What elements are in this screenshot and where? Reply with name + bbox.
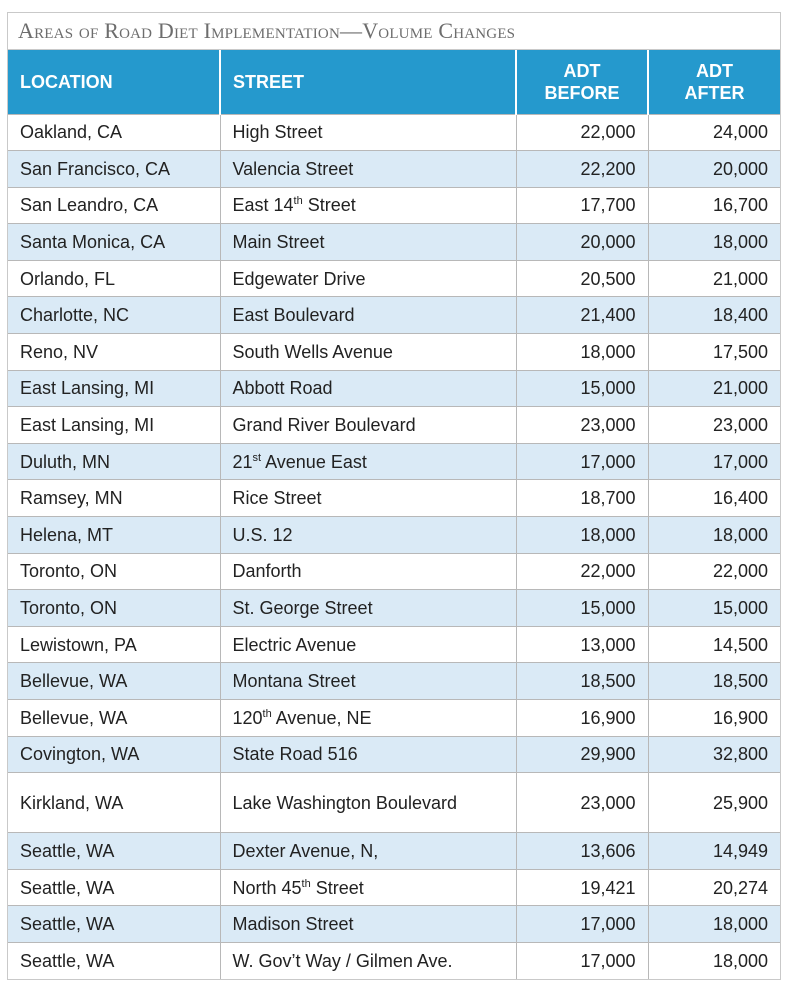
street-text-rest: Street xyxy=(302,195,356,216)
table-row xyxy=(8,443,780,480)
cell-adt-before: 18,000 xyxy=(516,517,648,554)
cell-adt-before: 13,606 xyxy=(516,833,648,870)
street-ordinal-suffix: st xyxy=(252,451,262,464)
street-ordinal-suffix: th xyxy=(293,195,303,208)
table-row xyxy=(8,663,780,700)
cell-adt-after: 18,000 xyxy=(648,224,780,261)
volume-changes-table xyxy=(8,50,780,979)
header-location: LOCATION xyxy=(8,50,220,114)
cell-street: South Wells Avenue xyxy=(220,334,516,371)
table-row xyxy=(8,590,780,627)
cell-adt-before: 17,700 xyxy=(516,187,648,224)
cell-location: Lewistown, PA xyxy=(8,626,220,663)
header-row xyxy=(8,50,780,114)
cell-street: Danforth xyxy=(220,553,516,590)
cell-adt-before: 21,400 xyxy=(516,297,648,334)
cell-adt-before: 13,000 xyxy=(516,626,648,663)
cell-location: East Lansing, MI xyxy=(8,370,220,407)
street-text-rest: Avenue East xyxy=(261,451,367,472)
cell-street: Valencia Street xyxy=(220,151,516,188)
cell-street: Rice Street xyxy=(220,480,516,517)
cell-location: Duluth, MN xyxy=(8,443,220,480)
cell-street: U.S. 12 xyxy=(220,517,516,554)
cell-location: Toronto, ON xyxy=(8,553,220,590)
cell-adt-before: 17,000 xyxy=(516,906,648,943)
cell-adt-after: 14,500 xyxy=(648,626,780,663)
table-row xyxy=(8,260,780,297)
cell-location: Charlotte, NC xyxy=(8,297,220,334)
cell-adt-after: 18,400 xyxy=(648,297,780,334)
table-row xyxy=(8,553,780,590)
table-row xyxy=(8,187,780,224)
cell-location: Kirkland, WA xyxy=(8,773,220,833)
street-ordinal-suffix: th xyxy=(262,707,272,720)
street-text: 120 xyxy=(232,707,263,728)
cell-adt-after: 18,000 xyxy=(648,942,780,979)
cell-location: Seattle, WA xyxy=(8,869,220,906)
cell-location: Oakland, CA xyxy=(8,114,220,151)
header-adt-before xyxy=(516,50,648,114)
cell-location: Seattle, WA xyxy=(8,833,220,870)
table-row xyxy=(8,114,780,151)
cell-location: Santa Monica, CA xyxy=(8,224,220,261)
volume-changes-table-panel xyxy=(7,12,781,980)
cell-adt-before: 20,000 xyxy=(516,224,648,261)
table-row xyxy=(8,334,780,371)
cell-location: Orlando, FL xyxy=(8,260,220,297)
cell-adt-before: 23,000 xyxy=(516,773,648,833)
cell-street: St. George Street xyxy=(220,590,516,627)
cell-street: Montana Street xyxy=(220,663,516,700)
cell-adt-before: 29,900 xyxy=(516,736,648,773)
cell-adt-before: 19,421 xyxy=(516,869,648,906)
cell-adt-before: 18,500 xyxy=(516,663,648,700)
cell-adt-before: 22,000 xyxy=(516,114,648,151)
cell-location: Seattle, WA xyxy=(8,942,220,979)
cell-adt-after: 18,500 xyxy=(648,663,780,700)
table-row xyxy=(8,480,780,517)
street-text: East 14 xyxy=(232,195,294,216)
cell-adt-after: 20,000 xyxy=(648,151,780,188)
cell-street: East Boulevard xyxy=(220,297,516,334)
cell-adt-after: 21,000 xyxy=(648,370,780,407)
table-row xyxy=(8,517,780,554)
cell-adt-before: 20,500 xyxy=(516,260,648,297)
cell-street: Dexter Avenue, N, xyxy=(220,833,516,870)
header-adt-after-line2: AFTER xyxy=(684,82,745,103)
cell-street: Lake Washington Boulevard xyxy=(220,773,516,833)
cell-adt-after: 17,500 xyxy=(648,334,780,371)
cell-adt-before: 17,000 xyxy=(516,942,648,979)
header-street: STREET xyxy=(220,50,516,114)
cell-adt-before: 16,900 xyxy=(516,700,648,737)
cell-adt-after: 15,000 xyxy=(648,590,780,627)
cell-street xyxy=(220,443,516,480)
street-text: 21 xyxy=(232,451,253,472)
table-row xyxy=(8,626,780,663)
cell-location: Helena, MT xyxy=(8,517,220,554)
header-adt-after-line1: ADT xyxy=(696,60,733,81)
header-adt-before-line1: ADT xyxy=(563,60,601,81)
table-row xyxy=(8,906,780,943)
cell-adt-after: 22,000 xyxy=(648,553,780,590)
cell-adt-after: 25,900 xyxy=(648,773,780,833)
cell-street: Edgewater Drive xyxy=(220,260,516,297)
table-row xyxy=(8,407,780,444)
cell-adt-after: 18,000 xyxy=(648,517,780,554)
cell-adt-before: 22,200 xyxy=(516,151,648,188)
cell-adt-before: 15,000 xyxy=(516,370,648,407)
cell-adt-after: 24,000 xyxy=(648,114,780,151)
cell-street: High Street xyxy=(220,114,516,151)
cell-adt-after: 21,000 xyxy=(648,260,780,297)
cell-location: Reno, NV xyxy=(8,334,220,371)
cell-street: Grand River Boulevard xyxy=(220,407,516,444)
cell-adt-after: 16,900 xyxy=(648,700,780,737)
table-row xyxy=(8,869,780,906)
cell-street: Madison Street xyxy=(220,906,516,943)
table-row xyxy=(8,224,780,261)
cell-adt-before: 18,000 xyxy=(516,334,648,371)
cell-street: W. Gov’t Way / Gilmen Ave. xyxy=(220,942,516,979)
table-row xyxy=(8,700,780,737)
cell-adt-after: 23,000 xyxy=(648,407,780,444)
cell-adt-before: 22,000 xyxy=(516,553,648,590)
table-row xyxy=(8,151,780,188)
cell-adt-before: 15,000 xyxy=(516,590,648,627)
cell-street xyxy=(220,869,516,906)
cell-street: State Road 516 xyxy=(220,736,516,773)
cell-location: Seattle, WA xyxy=(8,906,220,943)
cell-location: Bellevue, WA xyxy=(8,700,220,737)
cell-location: Ramsey, MN xyxy=(8,480,220,517)
table-row xyxy=(8,736,780,773)
header-adt-after xyxy=(648,50,780,114)
table-row xyxy=(8,297,780,334)
street-text: North 45 xyxy=(232,877,302,898)
cell-adt-before: 18,700 xyxy=(516,480,648,517)
street-text-rest: Avenue, NE xyxy=(271,707,372,728)
cell-adt-after: 16,400 xyxy=(648,480,780,517)
cell-adt-after: 20,274 xyxy=(648,869,780,906)
cell-adt-before: 23,000 xyxy=(516,407,648,444)
table-title: Areas of Road Diet Implementation—Volume Changes xyxy=(8,13,780,50)
cell-adt-after: 32,800 xyxy=(648,736,780,773)
table-row xyxy=(8,773,780,833)
cell-location: Bellevue, WA xyxy=(8,663,220,700)
cell-street: Main Street xyxy=(220,224,516,261)
table-row xyxy=(8,942,780,979)
cell-street xyxy=(220,187,516,224)
cell-street: Abbott Road xyxy=(220,370,516,407)
cell-location: Covington, WA xyxy=(8,736,220,773)
cell-location: San Leandro, CA xyxy=(8,187,220,224)
cell-location: East Lansing, MI xyxy=(8,407,220,444)
cell-location: Toronto, ON xyxy=(8,590,220,627)
cell-location: San Francisco, CA xyxy=(8,151,220,188)
street-ordinal-suffix: th xyxy=(301,877,311,890)
cell-adt-after: 17,000 xyxy=(648,443,780,480)
street-text-rest: Street xyxy=(310,877,364,898)
cell-adt-after: 16,700 xyxy=(648,187,780,224)
cell-street xyxy=(220,700,516,737)
table-body xyxy=(8,114,780,979)
table-row xyxy=(8,833,780,870)
cell-street: Electric Avenue xyxy=(220,626,516,663)
cell-adt-after: 18,000 xyxy=(648,906,780,943)
cell-adt-after: 14,949 xyxy=(648,833,780,870)
header-adt-before-line2: BEFORE xyxy=(544,82,620,103)
table-row xyxy=(8,370,780,407)
cell-adt-before: 17,000 xyxy=(516,443,648,480)
